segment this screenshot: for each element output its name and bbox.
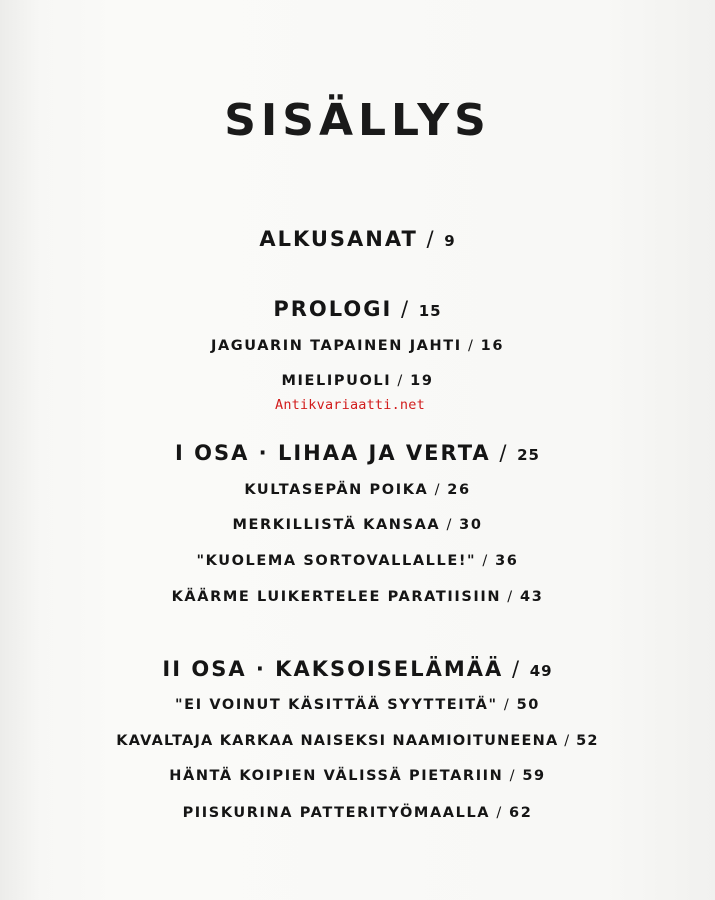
toc-separator: /	[417, 227, 445, 251]
toc-label: KULTASEPÄN POIKA	[244, 482, 429, 498]
watermark-text: Antikvariaatti.net	[275, 397, 425, 413]
toc-page-number: 19	[410, 373, 434, 389]
toc-separator: /	[391, 373, 411, 389]
toc-entry	[0, 697, 715, 713]
toc-label: JAGUARIN TAPAINEN JAHTI	[210, 338, 462, 354]
toc-label: KÄÄRME LUIKERTELEE PARATIISIIN	[171, 589, 502, 605]
toc-page-number: 59	[522, 768, 546, 784]
page-title: SISÄLLYS	[224, 95, 491, 146]
toc-section-part-2	[0, 657, 715, 681]
toc-page-number: 9	[444, 232, 456, 250]
toc-section-part-1	[0, 441, 715, 465]
toc-entry	[0, 482, 715, 498]
toc-separator: /	[503, 768, 523, 784]
toc-page-number: 49	[529, 662, 553, 680]
toc-page-number: 50	[516, 697, 540, 713]
toc-entry	[0, 733, 715, 749]
toc-label: PIISKURINA PATTERITYÖMAALLA	[182, 805, 491, 821]
toc-label: MERKILLISTÄ KANSAA	[232, 517, 441, 533]
toc-separator: /	[490, 805, 510, 821]
toc-label: II OSA · KAKSOISELÄMÄÄ	[162, 657, 504, 681]
toc-section-alkusanat	[0, 227, 715, 251]
toc-page-number: 25	[517, 446, 540, 464]
toc-label: ALKUSANAT	[259, 227, 418, 251]
toc-page-number: 62	[509, 805, 533, 821]
toc-entry	[0, 768, 715, 784]
toc-label: I OSA · LIHAA JA VERTA	[175, 441, 491, 465]
toc-entry	[0, 589, 715, 605]
toc-section-prologi	[0, 297, 715, 321]
toc-separator: /	[558, 733, 577, 749]
toc-separator: /	[392, 297, 419, 321]
toc-separator: /	[501, 589, 520, 605]
toc-entry	[0, 805, 715, 821]
toc-label: "KUOLEMA SORTOVALLALLE!"	[196, 553, 477, 569]
toc-separator: /	[440, 517, 460, 533]
toc-page-number: 43	[520, 589, 544, 605]
toc-page-number: 52	[576, 733, 599, 749]
toc-entry	[0, 553, 715, 569]
toc-label: "EI VOINUT KÄSITTÄÄ SYYTTEITÄ"	[175, 697, 498, 713]
toc-separator: /	[503, 657, 530, 681]
toc-entry	[0, 373, 715, 389]
toc-separator: /	[428, 482, 448, 498]
toc-page-number: 15	[418, 302, 442, 320]
toc-separator: /	[461, 338, 481, 354]
toc-page-number: 36	[495, 553, 519, 569]
toc-label: KAVALTAJA KARKAA NAISEKSI NAAMIOITUNEENA	[116, 733, 559, 749]
toc-page-number: 26	[447, 482, 471, 498]
toc-label: MIELIPUOLI	[281, 373, 392, 389]
toc-page-number: 16	[480, 338, 505, 354]
toc-separator: /	[476, 553, 496, 569]
toc-entry	[0, 338, 715, 354]
toc-label: PROLOGI	[273, 297, 393, 321]
toc-page-number: 30	[459, 517, 483, 533]
toc-separator: /	[497, 697, 517, 713]
toc-label: HÄNTÄ KOIPIEN VÄLISSÄ PIETARIIN	[169, 768, 504, 784]
toc-separator: /	[490, 441, 518, 465]
toc-entry	[0, 517, 715, 533]
